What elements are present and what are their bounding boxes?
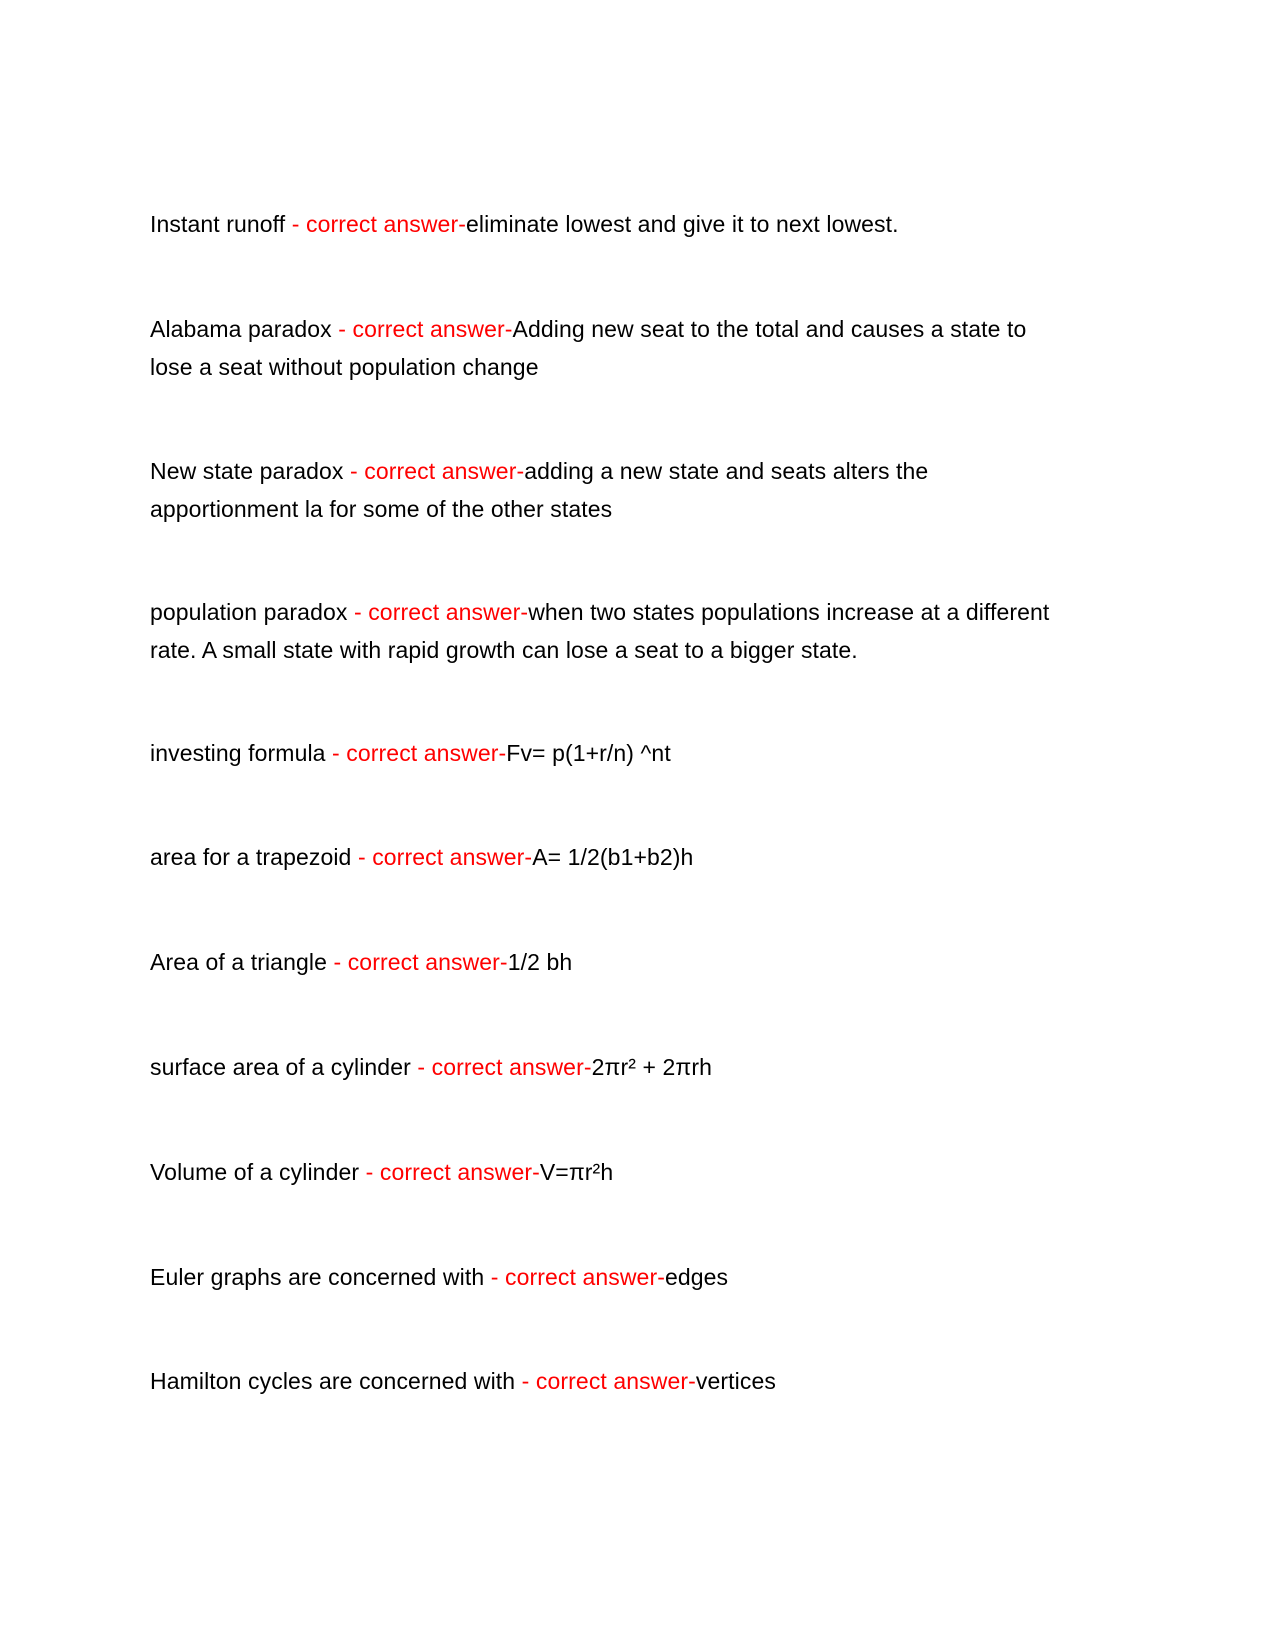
flashcard-entry bbox=[150, 452, 1040, 528]
flashcard-entry bbox=[150, 1258, 1110, 1296]
flashcard-entry bbox=[150, 310, 1050, 386]
answer-separator: - correct answer- bbox=[331, 316, 513, 342]
answer-separator: - correct answer- bbox=[343, 458, 525, 484]
answer: 1/2 bh bbox=[507, 949, 573, 975]
term: population paradox bbox=[150, 599, 348, 625]
answer-separator: - correct answer- bbox=[351, 844, 533, 870]
answer: Adding new seat to the total and causes a state to lose a seat without population change bbox=[150, 316, 1027, 380]
answer: when two states populations increase at a different rate. A small state with rapid growth can lose a seat to a bigger state. bbox=[150, 599, 1050, 663]
answer: adding a new state and seats alters the apportionment la for some of the other states bbox=[150, 458, 929, 522]
term: investing formula bbox=[150, 740, 326, 766]
flashcard-entry bbox=[150, 1153, 1110, 1191]
flashcard-entry bbox=[150, 943, 1110, 981]
term: Euler graphs are concerned with bbox=[150, 1264, 485, 1290]
answer: V=πr²h bbox=[539, 1159, 614, 1185]
flashcard-entry bbox=[150, 734, 1110, 772]
term: Hamilton cycles are concerned with bbox=[150, 1368, 516, 1394]
answer-separator: - correct answer- bbox=[359, 1159, 540, 1185]
answer-separator: - correct answer- bbox=[285, 211, 466, 237]
flashcard-entry bbox=[150, 1362, 1110, 1400]
answer-separator: - correct answer- bbox=[326, 949, 508, 975]
answer-separator: - correct answer- bbox=[347, 599, 529, 625]
term: New state paradox bbox=[150, 458, 344, 484]
term: surface area of a cylinder bbox=[150, 1054, 411, 1080]
term: Area of a triangle bbox=[150, 949, 327, 975]
answer-separator: - correct answer- bbox=[515, 1368, 696, 1394]
answer: A= 1/2(b1+b2)h bbox=[532, 844, 694, 870]
answer: eliminate lowest and give it to next lowest. bbox=[465, 211, 899, 237]
answer-separator: - correct answer- bbox=[325, 740, 507, 766]
flashcard-entry bbox=[150, 205, 1110, 243]
term: Alabama paradox bbox=[150, 316, 332, 342]
term: Instant runoff bbox=[150, 211, 286, 237]
flashcard-entry bbox=[150, 1048, 1110, 1086]
answer: Fv= p(1+r/n) ^nt bbox=[506, 740, 671, 766]
answer-separator: - correct answer- bbox=[410, 1054, 592, 1080]
answer: 2πr² + 2πrh bbox=[591, 1054, 712, 1080]
answer-separator: - correct answer- bbox=[484, 1264, 665, 1290]
flashcard-entry bbox=[150, 838, 1110, 876]
answer: vertices bbox=[695, 1368, 776, 1394]
flashcard-entry bbox=[150, 593, 1080, 669]
answer: edges bbox=[664, 1264, 729, 1290]
term: area for a trapezoid bbox=[150, 844, 352, 870]
term: Volume of a cylinder bbox=[150, 1159, 360, 1185]
